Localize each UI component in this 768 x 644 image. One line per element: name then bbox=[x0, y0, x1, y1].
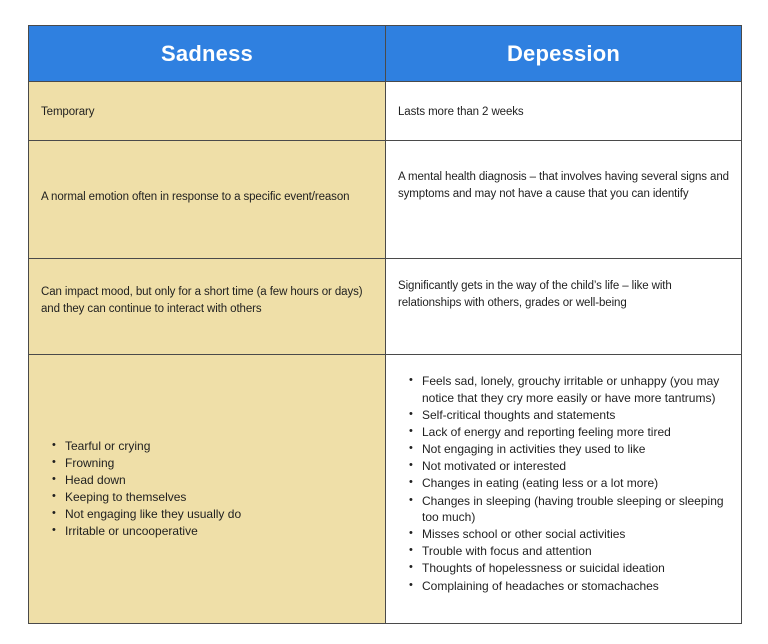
header-row bbox=[29, 26, 742, 82]
cell-depression-diagnosis bbox=[386, 141, 742, 259]
cell-text: A mental health diagnosis – that involves having several signs and symptoms and may not have a cause that you can identify bbox=[398, 170, 729, 200]
list-item: • Frowning bbox=[65, 455, 371, 472]
list-item: • Lack of energy and reporting feeling more tired bbox=[422, 424, 729, 441]
table-row bbox=[29, 259, 742, 355]
list-item: • Complaining of headaches or stomachaches bbox=[422, 578, 729, 595]
list-item: • Changes in sleeping (having trouble sleeping or sleeping too much) bbox=[422, 493, 729, 526]
cell-sadness-signs bbox=[29, 355, 386, 624]
list-item: • Not motivated or interested bbox=[422, 458, 729, 475]
cell-sadness-impact-mood bbox=[29, 259, 386, 355]
cell-text: Can impact mood, but only for a short time (a few hours or days) and they can continue to interact with others bbox=[41, 285, 363, 315]
list-item: • Tearful or crying bbox=[65, 438, 371, 455]
table-row bbox=[29, 355, 742, 624]
cell-depression-duration bbox=[386, 82, 742, 141]
table-row bbox=[29, 141, 742, 259]
list-item: • Misses school or other social activities bbox=[422, 526, 729, 543]
list-item: • Changes in eating (eating less or a lot more) bbox=[422, 475, 729, 492]
cell-sadness-temporary bbox=[29, 82, 386, 141]
list-item: • Irritable or uncooperative bbox=[65, 523, 371, 540]
list-item: • Trouble with focus and attention bbox=[422, 543, 729, 560]
depression-signs-list bbox=[386, 373, 741, 594]
list-item: • Head down bbox=[65, 472, 371, 489]
list-item: • Self-critical thoughts and statements bbox=[422, 407, 729, 424]
table-body bbox=[29, 82, 742, 624]
list-item: • Thoughts of hopelessness or suicidal ideation bbox=[422, 560, 729, 577]
list-item: • Keeping to themselves bbox=[65, 489, 371, 506]
column-header-depression: Depession bbox=[386, 26, 742, 82]
cell-text: Lasts more than 2 weeks bbox=[398, 105, 524, 118]
cell-sadness-normal-emotion bbox=[29, 141, 386, 259]
sadness-vs-depression-table bbox=[28, 25, 742, 624]
column-header-sadness: Sadness bbox=[29, 26, 386, 82]
table-row bbox=[29, 82, 742, 141]
list-item: • Not engaging like they usually do bbox=[65, 506, 371, 523]
table-header bbox=[29, 26, 742, 82]
cell-depression-impact-life bbox=[386, 259, 742, 355]
list-item: • Feels sad, lonely, grouchy irritable or unhappy (you may notice that they cry more easily or have more tantrums) bbox=[422, 373, 729, 406]
cell-depression-signs bbox=[386, 355, 742, 624]
cell-text: Significantly gets in the way of the child’s life – like with relationships with others, grades or well-being bbox=[398, 279, 672, 309]
cell-text: A normal emotion often in response to a specific event/reason bbox=[41, 191, 350, 203]
list-item: • Not engaging in activities they used to like bbox=[422, 441, 729, 458]
sadness-signs-list bbox=[29, 438, 385, 540]
cell-text: Temporary bbox=[41, 105, 95, 118]
